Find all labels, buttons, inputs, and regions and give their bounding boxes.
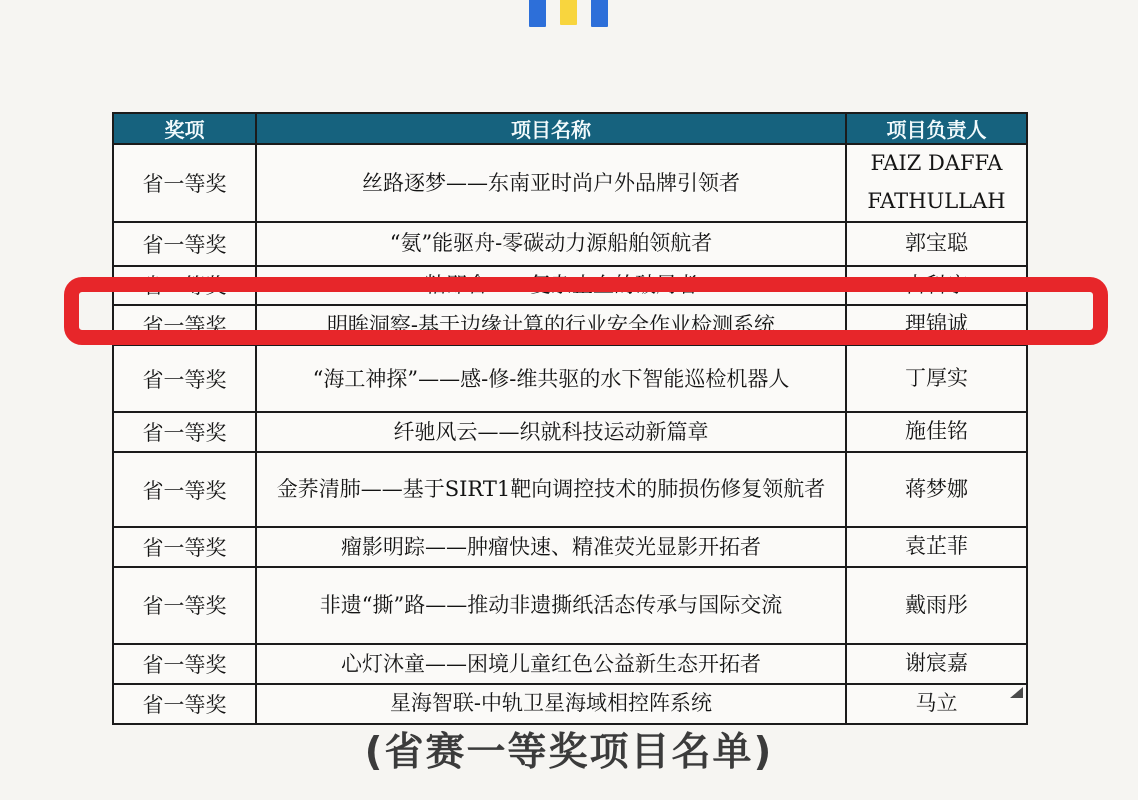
project-leader-cell: FAIZ DAFFA FATHULLAH	[846, 144, 1027, 222]
award-cell: 省一等奖	[113, 684, 256, 724]
brand-logo	[529, 0, 608, 27]
table-row	[113, 345, 1027, 412]
table-row	[113, 567, 1027, 644]
logo-bar-middle	[560, 0, 577, 25]
project-name-cell: 非遗“撕”路——推动非遗撕纸活态传承与国际交流	[256, 567, 846, 644]
project-name-cell: 星海智联-中轨卫星海域相控阵系统	[256, 684, 846, 724]
project-leader-cell: 蒋梦娜	[846, 452, 1027, 527]
award-cell: 省一等奖	[113, 452, 256, 527]
column-header-award: 奖项	[113, 113, 256, 144]
logo-bar-right	[591, 0, 608, 27]
project-name-cell: 纤驰风云——织就科技运动新篇章	[256, 412, 846, 452]
table-row	[113, 266, 1027, 306]
project-name-cell: 心灯沐童——困境儿童红色公益新生态开拓者	[256, 644, 846, 684]
award-cell: 省一等奖	[113, 266, 256, 306]
project-name-cell: 丝路逐梦——东南亚时尚户外品牌引领者	[256, 144, 846, 222]
project-leader-cell: 谢宸嘉	[846, 644, 1027, 684]
project-name-cell: “海工神探”——感-修-维共驱的水下智能巡检机器人	[256, 345, 846, 412]
table-row	[113, 684, 1027, 724]
project-leader-cell: 戴雨彤	[846, 567, 1027, 644]
award-cell: 省一等奖	[113, 345, 256, 412]
table-row	[113, 452, 1027, 527]
award-table	[112, 112, 1028, 725]
project-leader-cell: 马立	[846, 684, 1027, 724]
project-name-cell: 金荞清肺——基于SIRT1靶向调控技术的肺损伤修复领航者	[256, 452, 846, 527]
award-cell: 省一等奖	[113, 567, 256, 644]
corner-mark	[1010, 687, 1023, 698]
project-leader-cell: 袁芷菲	[846, 527, 1027, 567]
award-cell: 省一等奖	[113, 305, 256, 345]
table-row	[113, 644, 1027, 684]
logo-bar-left	[529, 0, 546, 27]
table-row	[113, 527, 1027, 567]
project-name-cell: 一粘即合——复杂止血的破局者	[256, 266, 846, 306]
project-leader-cell: 理锦诚	[846, 305, 1027, 345]
caption: (省赛一等奖项目名单)	[364, 730, 774, 775]
table-row	[113, 412, 1027, 452]
award-cell: 省一等奖	[113, 144, 256, 222]
award-cell: 省一等奖	[113, 644, 256, 684]
table-row	[113, 144, 1027, 222]
column-header-project-leader: 项目负责人	[846, 113, 1027, 144]
column-header-project-name: 项目名称	[256, 113, 846, 144]
project-leader-cell: 丁厚实	[846, 345, 1027, 412]
award-cell: 省一等奖	[113, 527, 256, 567]
project-leader-cell: 占科宇	[846, 266, 1027, 306]
award-cell: 省一等奖	[113, 412, 256, 452]
project-leader-cell: 施佳铭	[846, 412, 1027, 452]
table-header-row	[113, 113, 1027, 144]
project-name-cell: 明眸洞察-基于边缘计算的行业安全作业检测系统	[256, 305, 846, 345]
award-cell: 省一等奖	[113, 222, 256, 266]
project-leader-cell: 郭宝聪	[846, 222, 1027, 266]
table-row	[113, 305, 1027, 345]
project-name-cell: “氨”能驱舟-零碳动力源船舶领航者	[256, 222, 846, 266]
table-row	[113, 222, 1027, 266]
project-name-cell: 瘤影明踪——肿瘤快速、精准荧光显影开拓者	[256, 527, 846, 567]
